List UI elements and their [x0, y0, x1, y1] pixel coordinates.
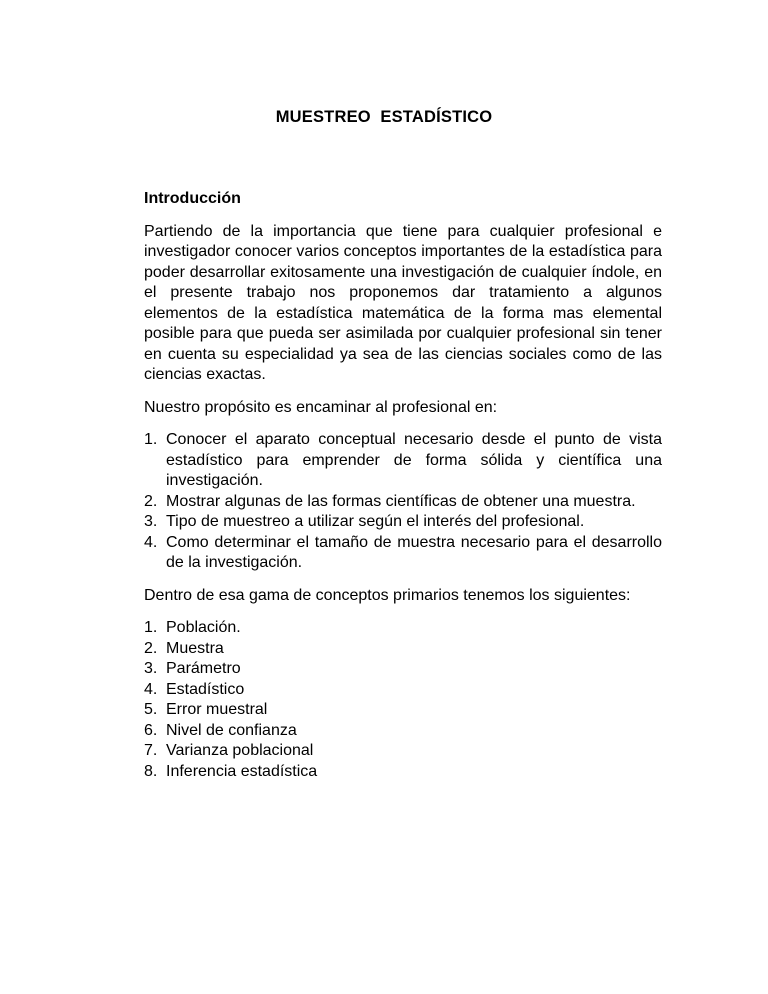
list-item: [144, 430, 662, 492]
list-item: [144, 492, 662, 513]
list-item-text: Error muestral: [166, 701, 268, 718]
list-item: [144, 533, 662, 574]
document-body: [144, 189, 662, 794]
list-item: [144, 741, 662, 762]
concepts-list: [144, 618, 662, 782]
list-item-number: 6.: [144, 721, 158, 739]
list-item-number: 8.: [144, 762, 158, 780]
list-item-number: 1.: [144, 619, 158, 636]
list-item: [144, 639, 662, 660]
list-item-number: 1.: [144, 431, 158, 448]
purpose-list: [144, 430, 662, 574]
list-item-text: Estadístico: [166, 680, 245, 698]
list-item-number: 2.: [144, 492, 158, 510]
list-item-text: Inferencia estadística: [166, 762, 318, 780]
list-item: [144, 762, 662, 783]
list-item-text: Parámetro: [166, 660, 241, 677]
list-item: [144, 512, 662, 533]
section-heading: Introducción: [144, 190, 241, 207]
list-item-number: 3.: [144, 513, 158, 530]
list-item-text: Mostrar algunas de las formas científicas de obtener una muestra.: [166, 492, 636, 510]
list-item: [144, 721, 662, 742]
purpose-intro-paragraph: Nuestro propósito es encaminar al profesional en:: [144, 398, 498, 416]
document-title: MUESTREO ESTADÍSTICO: [275, 108, 493, 126]
list-item-text: Muestra: [166, 639, 224, 657]
list-item: [144, 618, 662, 639]
list-item-text: Conocer el aparato conceptual necesario desde el punto de vista estadístico para emprender de forma sólida y científica una investigación.: [166, 431, 662, 489]
list-item-text: Población.: [166, 619, 241, 636]
list-item-number: 2.: [144, 639, 158, 657]
concepts-intro-paragraph: Dentro de esa gama de conceptos primarios tenemos los siguientes:: [144, 586, 631, 604]
list-item-text: Nivel de confianza: [166, 721, 297, 739]
list-item-text: Varianza poblacional: [166, 742, 314, 759]
list-item: [144, 680, 662, 701]
list-item: [144, 700, 662, 721]
list-item-number: 3.: [144, 660, 158, 677]
intro-paragraph: Partiendo de la importancia que tiene para cualquier profesional e investigador conocer varios conceptos importantes de la estadística para poder desarrollar exitosamente una investigación de cualquier índole, en el presente trabajo nos proponemos dar tratamiento a algunos elementos de la estadística matemática de la forma mas elemental posible para que pueda ser asimilada por cualquier profesional sin tener en cuenta su especialidad ya sea de las ciencias sociales como de las ciencias exactas.: [144, 222, 662, 383]
list-item-text: Tipo de muestreo a utilizar según el interés del profesional.: [166, 513, 585, 530]
list-item-number: 7.: [144, 742, 158, 759]
list-item-number: 4.: [144, 533, 158, 551]
list-item-number: 4.: [144, 680, 158, 698]
list-item-number: 5.: [144, 701, 158, 718]
list-item: [144, 659, 662, 680]
list-item-text: Como determinar el tamaño de muestra necesario para el desarrollo de la investigación.: [166, 533, 662, 571]
